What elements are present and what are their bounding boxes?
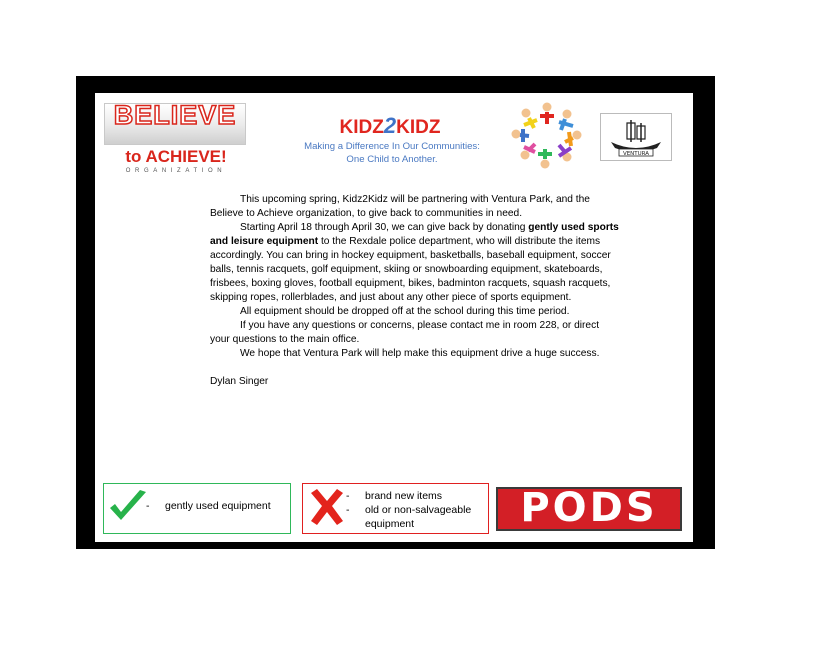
letter-paragraph-2-end: to the Rexdale police department, who will distribute the items accordingly. You can bring in hockey equipment, basketballs, baseball equipment, soccer balls, tennis racquets, golf equipment, skiing or snowboarding equipment, skateboards, frisbees, boxing gloves, football equipment, bikes, badminton racquets, squash racquets, skipping ropes, rollerblades, and just about any other piece of sports equipment. <box>210 236 611 303</box>
letter-paragraph-2-bold: gently used sports and leisure equipment <box>210 222 619 247</box>
rejected-item-2: old or non-salvageable equipment <box>365 504 472 530</box>
kids-circle-graphic <box>507 100 587 170</box>
achieve-logo-text: to ACHIEVE! <box>125 147 227 166</box>
tagline-line-1: Making a Difference In Our Communities: <box>304 141 480 152</box>
accepted-bullet: - <box>146 500 150 512</box>
kidz2kidz-tagline <box>287 140 497 166</box>
checkmark-icon <box>106 486 150 526</box>
letter-paragraph-3: All equipment should be dropped off at the school during this time period. <box>240 306 570 317</box>
letter-body <box>210 193 620 389</box>
accepted-item: gently used equipment <box>165 500 271 512</box>
kid-figure <box>565 131 582 147</box>
letter-signature: Dylan Singer <box>210 376 269 387</box>
kid-figure <box>540 103 554 125</box>
letter-paragraph-5: We hope that Ventura Park will help make this equipment drive a huge success. <box>240 348 600 359</box>
kid-figure <box>538 149 552 169</box>
letter-paragraph-4: If you have any questions or concerns, please contact me in room 228, or direct your questions to the main office. <box>210 320 600 345</box>
kid-figure <box>512 129 530 142</box>
letter-paragraph-2-start: Starting April 18 through April 30, we can give back by donating <box>240 222 529 233</box>
letter-paragraph-2 <box>210 221 620 305</box>
believe-logo-text: BELIEVE <box>113 100 237 130</box>
kid-figure <box>559 145 572 162</box>
pods-logo-text: PODS <box>520 485 658 531</box>
kid-figure <box>521 144 536 160</box>
kidz-left-text: KIDZ <box>339 117 384 138</box>
kidz-two-text: 2 <box>383 113 397 138</box>
ventura-ship-icon <box>601 114 671 160</box>
kid-figure <box>522 109 538 129</box>
kid-figure <box>559 110 573 131</box>
rejected-bullet-2: - <box>346 504 350 516</box>
rejected-item-1: brand new items <box>365 490 443 502</box>
organization-logo-text: ORGANIZATION <box>125 168 227 174</box>
kidz-right-text: KIDZ <box>396 117 441 138</box>
letter-paragraph-1: This upcoming spring, Kidz2Kidz will be partnering with Ventura Park, and the Believe to Achieve organization, to give back to communities in need. <box>210 194 590 219</box>
ventura-label: VENTURA <box>622 151 650 157</box>
ventura-badge <box>600 113 672 161</box>
tagline-line-2: One Child to Another. <box>346 154 438 165</box>
cross-icon <box>306 486 348 528</box>
kidz2kidz-logo <box>300 113 480 139</box>
rejected-bullet-1: - <box>346 490 350 502</box>
